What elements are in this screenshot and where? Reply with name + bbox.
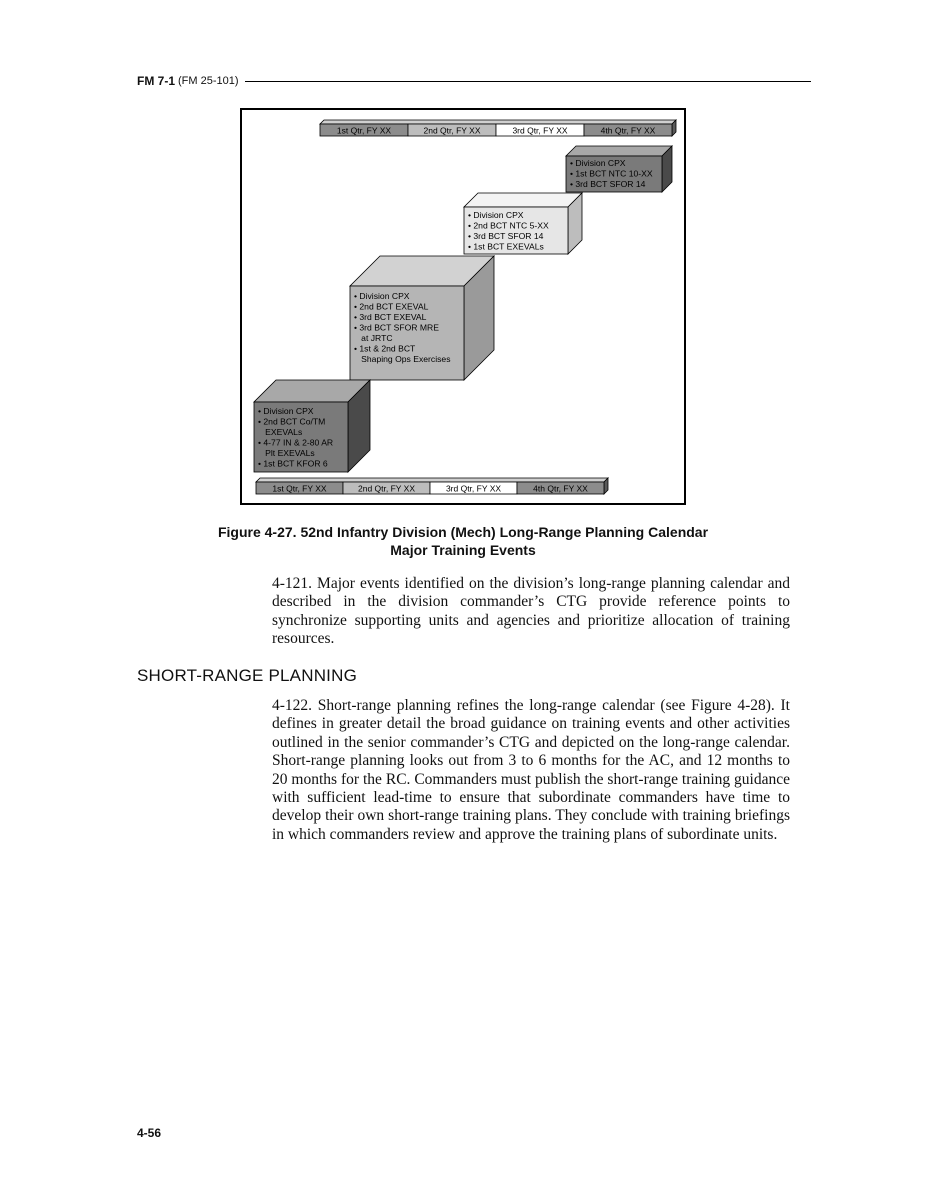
block-line: • Division CPX — [258, 406, 314, 416]
fourth-quarter-block — [566, 146, 672, 192]
block-line: • 4-77 IN & 2-80 AR — [258, 437, 334, 448]
block-line: • 3rd BCT SFOR 14 — [468, 231, 544, 241]
first-quarter-block — [254, 380, 370, 472]
block-line: • 1st BCT KFOR 6 — [258, 458, 328, 469]
block-line: • 2nd BCT EXEVAL — [354, 301, 429, 312]
top-quarter-label: 1st Qtr, FY XX — [336, 125, 392, 136]
caption-line-1: Figure 4-27. 52nd Infantry Division (Mech) Long-Range Planning Calendar — [217, 524, 709, 540]
block-line: • 2nd BCT Co/TM — [258, 416, 326, 427]
block-line: • 2nd BCT NTC 5-XX — [468, 220, 549, 231]
bottom-quarter-label: 4th Qtr, FY XX — [533, 483, 588, 494]
running-header — [137, 74, 811, 88]
paragraph-4-122: 4-122. Short-range planning refines the long-range calendar (see Figure 4-28). It defines in greater detail the broad guidance on training events and other activities outlined in the senior commander’s CTG and depicted on the long-range calendar. Short-range planning looks out from 3 to 6 months for the AC, and 12 months to 20 months for the RC. Commanders must publish the short-range training guidance with sufficient lead-time to ensure that subordinate commanders have time to develop their own short-range training plans. They conclude with training briefings in which commanders review and approve the training plans of subordinate units. — [272, 697, 790, 843]
paragraph-4-121: 4-121. Major events identified on the division’s long-range planning calendar and described in the division commander’s CTG provide reference points to synchronize supporting units and agencies and prioritize allocation of training resources. — [272, 575, 790, 648]
block-line: • Division CPX — [468, 210, 524, 220]
manual-number: FM 7-1 — [137, 74, 176, 88]
top-quarter-label: 2nd Qtr, FY XX — [423, 125, 481, 136]
superseded-manual: (FM 25-101) — [178, 75, 239, 87]
block-line: • 3rd BCT SFOR MRE — [354, 322, 439, 333]
bottom-quarter-bar — [256, 478, 608, 494]
block-line: Plt EXEVALs — [258, 448, 315, 458]
section-heading: SHORT-RANGE PLANNING — [137, 666, 358, 685]
figure-caption — [150, 523, 776, 559]
top-quarter-bar — [320, 120, 676, 136]
block-line: • Division CPX — [354, 291, 410, 301]
bottom-quarter-label: 1st Qtr, FY XX — [272, 483, 327, 494]
bottom-quarter-label: 3rd Qtr, FY XX — [445, 483, 502, 494]
block-line: • 1st BCT NTC 10-XX — [570, 168, 653, 179]
planning-calendar-diagram — [242, 110, 684, 503]
bottom-quarter-label: 2nd Qtr, FY XX — [357, 483, 416, 494]
block-line: • Division CPX — [570, 158, 626, 168]
caption-line-2: Major Training Events — [390, 542, 536, 558]
second-quarter-block — [350, 256, 494, 380]
top-quarter-label: 4th Qtr, FY XX — [600, 125, 656, 136]
block-line: • 1st BCT EXEVALs — [468, 241, 544, 252]
block-line: • 3rd BCT EXEVAL — [354, 312, 427, 322]
top-quarter-label: 3rd Qtr, FY XX — [512, 125, 568, 136]
block-line: at JRTC — [354, 333, 393, 343]
planning-calendar-figure — [240, 108, 686, 505]
block-line: EXEVALs — [258, 427, 303, 437]
header-rule — [245, 81, 811, 82]
block-line: Shaping Ops Exercises — [354, 354, 451, 364]
block-line: • 1st & 2nd BCT — [354, 343, 416, 354]
page-number: 4-56 — [137, 1126, 162, 1140]
third-quarter-block — [464, 193, 582, 254]
block-line: • 3rd BCT SFOR 14 — [570, 179, 646, 189]
